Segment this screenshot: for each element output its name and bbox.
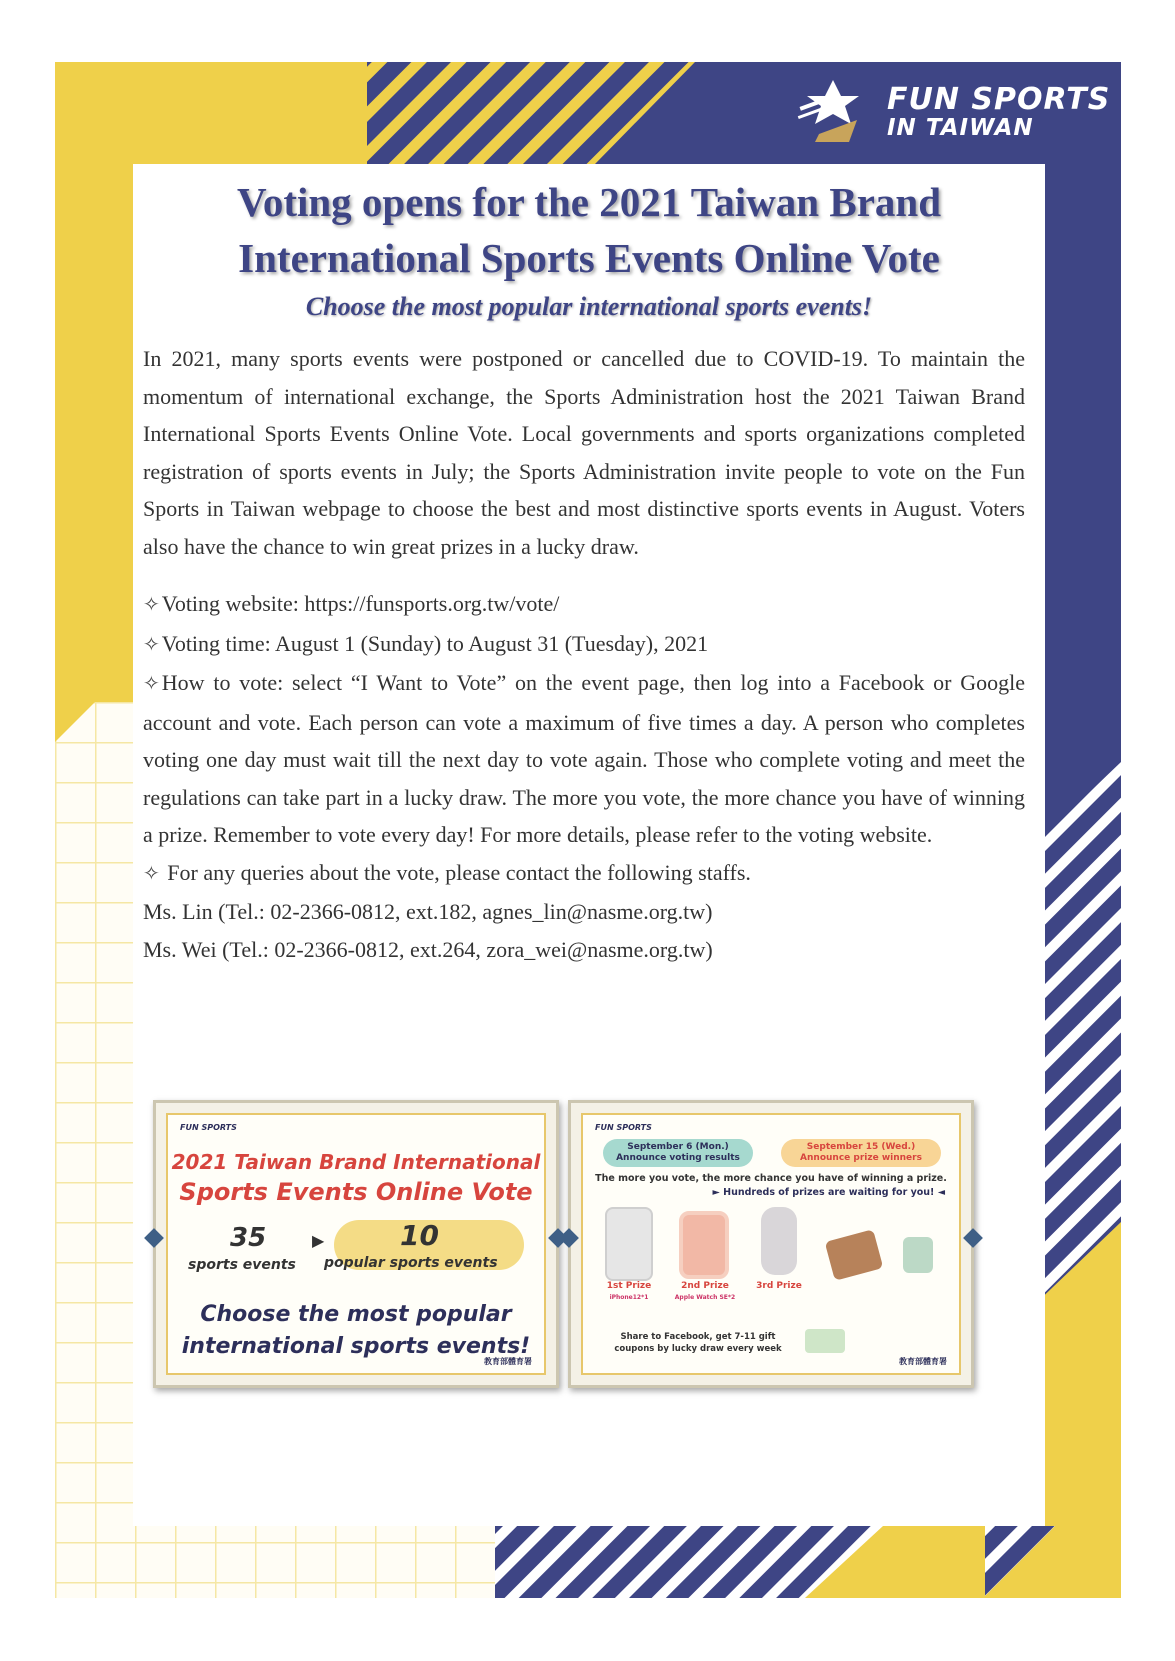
share-text: [603, 1331, 793, 1355]
sparkle-icon: ✧: [143, 594, 160, 616]
banner-inner: [166, 1113, 546, 1375]
page-title: [133, 174, 1045, 286]
title-line2: International Sports Events Online Vote: [238, 235, 940, 281]
logo-line2: IN TAIWAN: [887, 115, 1034, 141]
banner-choose: [168, 1299, 544, 1363]
banner-num1-label: sports events: [188, 1257, 296, 1273]
prize-line2: ► Hundreds of prizes are waiting for you! ◄: [712, 1187, 945, 1198]
winners-pill-text: [781, 1142, 941, 1164]
banner-num1: 35: [230, 1223, 267, 1253]
coupon-image: [805, 1329, 845, 1353]
prize2-item: Apple Watch SE*2: [674, 1294, 736, 1301]
page-subtitle: Choose the most popular international sports events!: [305, 292, 873, 321]
banner-title-line2: Sports Events Online Vote: [179, 1178, 533, 1206]
logo-line1: FUN SPORTS: [887, 82, 1111, 117]
winners-text: Announce prize winners: [800, 1153, 922, 1163]
article-body: [143, 340, 1025, 968]
earphones-image: [761, 1207, 797, 1275]
prize1-name: 1st Prize: [606, 1281, 652, 1291]
ministry-seal: 教育部體育署: [899, 1357, 947, 1366]
sparkle-icon: ✧: [143, 633, 160, 656]
gift-bag-image: [825, 1229, 884, 1281]
runner-star-icon: [795, 76, 875, 146]
share-line2: coupons by lucky draw every week: [614, 1344, 782, 1354]
banner-choose-line2: international sports events!: [181, 1334, 531, 1359]
results-pill: [603, 1139, 753, 1167]
yellow-corner-shape: [55, 622, 135, 782]
logo-text: [887, 82, 1111, 142]
prize-line1: The more you vote, the more chance you have of winning a prize.: [595, 1173, 947, 1184]
prize2-name: 2nd Prize: [681, 1281, 729, 1291]
sparkle-icon: ✧: [143, 862, 160, 885]
how-text: How to vote: select “I Want to Vote” on the event page, then log into a Facebook or Google account and vote. Each person can vote a maximum of five times a day. A person who completes voting one day must wait till the next day to vote again. Those who complete voting and meet the regulations can take part in a lucky draw. The more you vote, the more chance you have of winning a prize. Remember to vote every day! For more details, please refer to the voting website.: [143, 670, 1025, 847]
ministry-seal: 教育部體育署: [484, 1357, 532, 1366]
results-pill-text: [603, 1142, 753, 1164]
prize2-label: [667, 1281, 743, 1303]
detail-how: [143, 664, 1025, 854]
prize1-item: iPhone12*1: [609, 1294, 649, 1301]
fun-sports-logo: [795, 74, 1115, 154]
results-date: September 6 (Mon.): [627, 1142, 729, 1152]
arrow-right-icon: ▶: [312, 1233, 325, 1250]
banner-title: [168, 1147, 544, 1207]
queries-text: For any queries about the vote, please contact the following staffs.: [167, 859, 751, 885]
detail-time: [143, 625, 1025, 665]
banner-choose-line1: Choose the most popular: [200, 1302, 512, 1327]
prize-banner-image: [568, 1100, 974, 1388]
intro-paragraph: In 2021, many sports events were postponed or cancelled due to COVID-19. To maintain the momentum of international exchange, the Sports Administration host the 2021 Taiwan Brand International Sports Events Online Vote. Local governments and sports organizations completed registration of sports events in July; the Sports Administration invite people to vote on the Fun Sports in Taiwan webpage to choose the best and most distinctive sports events in August. Voters also have the chance to win great prizes in a lucky draw.: [143, 346, 1025, 559]
sparkle-icon: ✧: [143, 673, 160, 695]
detail-queries: [143, 854, 1025, 894]
watch-image: [679, 1211, 729, 1279]
results-text: Announce voting results: [616, 1153, 740, 1163]
prize1-label: [599, 1281, 659, 1303]
prize-logo: FUN SPORTS: [595, 1123, 652, 1132]
contact-wei: Ms. Wei (Tel.: 02-2366-0812, ext.264, zora_wei@nasme.org.tw): [143, 936, 713, 962]
banner-num2: 10: [400, 1219, 439, 1252]
prize-inner: [581, 1113, 961, 1375]
banner-num2-label: popular sports events: [324, 1255, 498, 1271]
winners-pill: [781, 1139, 941, 1167]
time-text: Voting time: August 1 (Sunday) to August 31 (Tuesday), 2021: [161, 630, 709, 656]
vote-banner-image: [153, 1100, 559, 1388]
detail-website: [143, 585, 1025, 625]
contact-lin: Ms. Lin (Tel.: 02-2366-0812, ext.182, agnes_lin@nasme.org.tw): [143, 899, 713, 924]
title-line1: Voting opens for the 2021 Taiwan Brand: [236, 179, 941, 225]
share-line1: Share to Facebook, get 7-11 gift: [620, 1332, 776, 1342]
winners-date: September 15 (Wed.): [806, 1142, 916, 1152]
banner-logo: FUN SPORTS: [180, 1123, 237, 1132]
cup-image: [903, 1237, 933, 1273]
poster: [55, 62, 1121, 1598]
iphone-image: [605, 1207, 653, 1281]
website-text: Voting website: https://funsports.org.tw/vote/: [161, 591, 560, 616]
banner-title-line1: 2021 Taiwan Brand International: [171, 1150, 541, 1174]
prize3-label: 3rd Prize: [756, 1281, 802, 1291]
